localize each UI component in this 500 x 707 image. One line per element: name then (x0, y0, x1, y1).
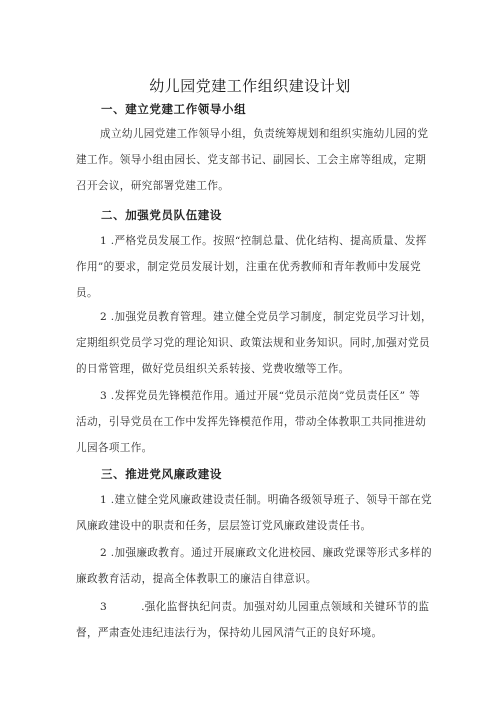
section-1-paragraph-1 (76, 122, 436, 199)
paragraph-line: 1 .严格党员发展工作。按照“控制总量、优化结构、提高质量、发挥 (100, 235, 427, 247)
section-3-paragraph-2 (76, 541, 436, 593)
section-heading-1: 一、建立党建工作领导小组 (101, 102, 247, 116)
paragraph-line: 3 .发挥党员先锋模范作用。通过开展“党员示范岗”党员责任区” 等 (100, 390, 421, 402)
paragraph-line: 定期组织党员学习党的理论知识、政策法规和业务知识。同时,加强对党员 (76, 336, 430, 349)
paragraph-line: 召开会议，研究部署党建工作。 (76, 179, 230, 192)
document-title: 幼儿园党建工作组织建设计划 (149, 77, 351, 95)
section-3-paragraph-3 (76, 595, 436, 647)
paragraph-line: 2 .加强廉政教育。通过开展廉政文化进校园、廉政党课等形式多样的 (100, 547, 432, 559)
paragraph-line (76, 595, 436, 621)
paragraph-line: 建工作。领导小组由园长、党支部书记、副园长、工会主席等组成，定期 (76, 153, 427, 166)
paragraph-line: 作用”的要求，制定党员发展计划，注重在优秀教师和青年教师中发展党 (76, 260, 422, 273)
item-text: .强化监督执纪问责。加强对幼儿园重点领域和关键环节的监 (141, 601, 430, 613)
section-heading-2: 二、加强党员队伍建设 (101, 208, 222, 222)
paragraph-line: 儿园各项工作。 (76, 441, 153, 454)
paragraph-line: 风廉政建设中的职责和任务，层层签订党风廉政建设责任书。 (76, 519, 372, 532)
paragraph-line: 2 .加强党员教育管理。建立健全党员学习制度，制定党员学习计划， (100, 311, 432, 323)
section-2-paragraph-2 (76, 305, 436, 382)
paragraph-line: 活动，引导党员在工作中发挥先锋模范作用，带动全体教职工共同推进幼 (76, 415, 427, 428)
section-3-paragraph-1 (76, 488, 436, 540)
section-heading-3: 三、推进党风廉政建设 (101, 467, 222, 481)
paragraph-line: 员。 (76, 286, 98, 299)
paragraph-line: 成立幼儿园党建工作领导小组，负责统筹规划和组织实施幼儿园的党 (100, 128, 429, 140)
item-number: 3 (100, 601, 108, 613)
paragraph-line: 廉政教育活动，提高全体教职工的廉洁自律意识。 (76, 572, 317, 585)
paragraph-line: 1 .建立健全党风廉政建设责任制。明确各级领导班子、领导干部在党 (100, 494, 432, 506)
paragraph-line: 督，严肃查处违纪违法行为，保持幼儿园风清气正的良好环境。 (76, 626, 383, 639)
paragraph-line: 的日常管理，做好党员组织关系转接、党费收缴等工作。 (76, 362, 350, 375)
section-2-paragraph-1 (76, 229, 436, 306)
section-2-paragraph-3 (76, 384, 436, 461)
